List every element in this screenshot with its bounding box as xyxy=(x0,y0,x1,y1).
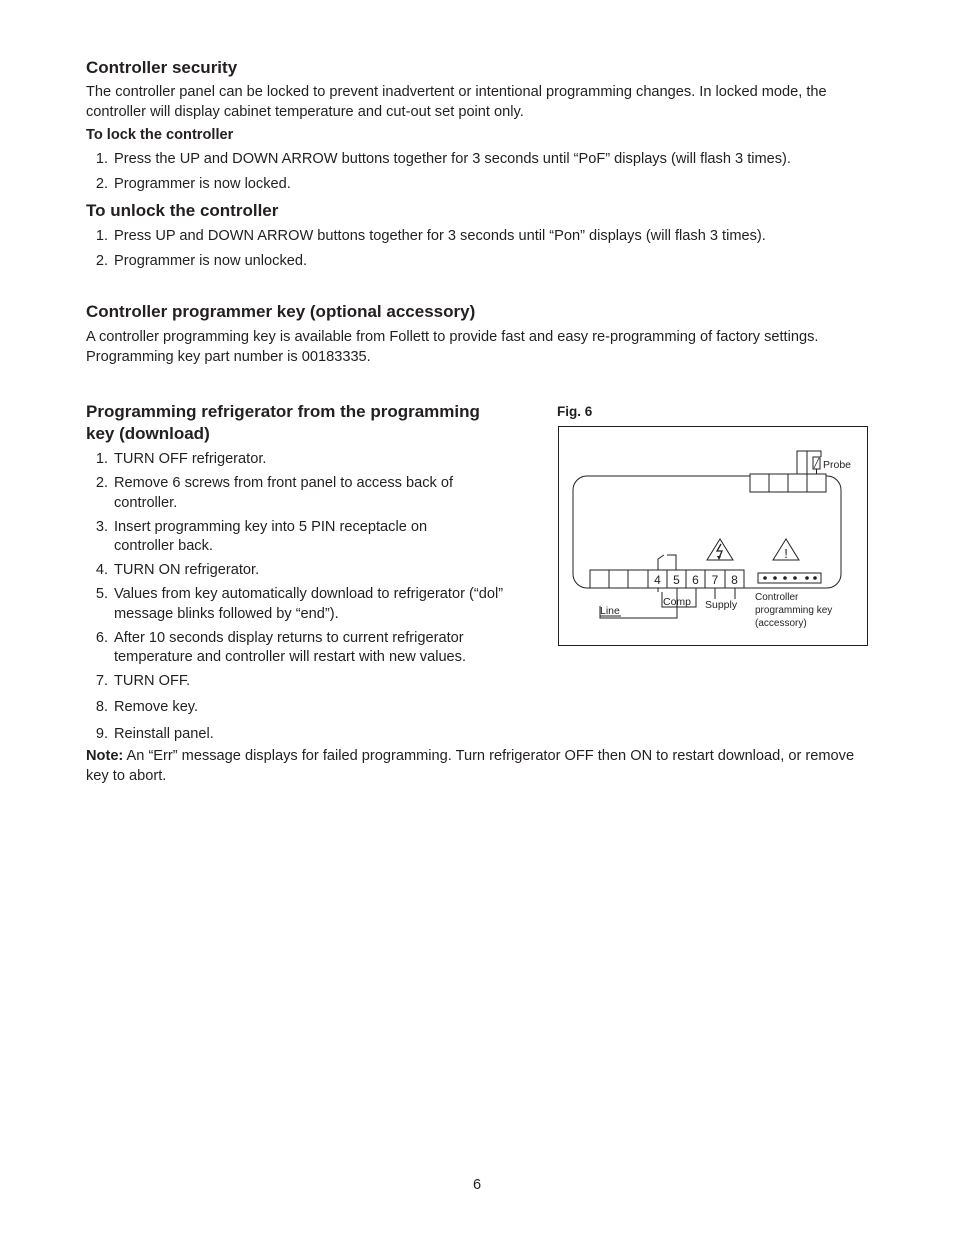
comp-label: Comp xyxy=(663,596,692,608)
list-item: 4. TURN ON refrigerator. xyxy=(95,562,260,578)
unlock-steps xyxy=(86,227,866,271)
programmer-key-body: A controller programming key is available from Follett to provide fast and easy re-programming of factory settings. Programming key part number is 00183335. xyxy=(86,329,819,365)
figure-label: Fig. 6 xyxy=(557,404,593,419)
terminal-label: 4 xyxy=(654,573,661,587)
probe-wire xyxy=(797,451,821,474)
controller-back-diagram xyxy=(559,427,867,645)
key-label-line2: programming key xyxy=(755,605,833,616)
unlock-heading: To unlock the controller xyxy=(86,201,279,220)
list-item: 8. Remove key. xyxy=(95,698,199,715)
list-item: 3. Insert programming key into 5 PIN receptacle on controller back. xyxy=(95,518,428,554)
relay-switch-icon xyxy=(658,555,676,570)
list-item: 2. Programmer is now locked. xyxy=(95,176,291,192)
security-body: The controller panel can be locked to prevent inadvertent or intentional programming changes. In locked mode, the controller will display cabinet temperature and cut-out set point only. xyxy=(86,84,827,120)
list-item: 7. TURN OFF. xyxy=(95,673,191,689)
download-note: Note: An “Err” message displays for failed programming. Turn refrigerator OFF then ON to restart download, or remove key to abort. xyxy=(86,748,855,784)
warning-mark: ! xyxy=(784,546,788,561)
key-label-line3: (accessory) xyxy=(755,618,807,629)
main-terminal-block xyxy=(590,570,744,588)
list-item: 1. Press the UP and DOWN ARROW buttons together for 3 seconds until “PoF” displays (will flash 3 times). xyxy=(95,151,791,167)
warning-icon xyxy=(773,539,799,561)
terminal-label: 5 xyxy=(673,573,680,587)
programming-key-receptacle xyxy=(758,573,821,583)
download-steps xyxy=(86,450,506,745)
probe-terminal-block xyxy=(750,474,826,492)
page-number: 6 xyxy=(472,1177,482,1193)
list-item: 9. Reinstall panel. xyxy=(95,726,214,742)
terminal-label: 8 xyxy=(731,573,738,587)
list-item: 2. Remove 6 screws from front panel to access back of controller. xyxy=(95,475,454,511)
list-item: 1. TURN OFF refrigerator. xyxy=(95,451,267,467)
probe-label: Probe xyxy=(823,459,852,471)
list-item: 1. Press UP and DOWN ARROW buttons together for 3 seconds until “Pon” displays (will flash 3 times). xyxy=(95,228,766,244)
list-item: 5. Values from key automatically download to refrigerator (“dol” message blinks followed by “end”). xyxy=(95,586,504,622)
lock-steps xyxy=(86,150,866,195)
figure-6-wiring-diagram xyxy=(558,426,868,646)
line-label: Line xyxy=(600,605,620,617)
supply-label: Supply xyxy=(705,599,738,611)
programmer-key-heading: Controller programmer key (optional accessory) xyxy=(86,302,476,321)
electrical-hazard-icon xyxy=(707,539,733,560)
security-heading: Controller security xyxy=(86,58,238,77)
terminal-label: 7 xyxy=(711,573,719,587)
terminal-label: 6 xyxy=(692,573,699,587)
list-item: 6. After 10 seconds display returns to current refrigerator temperature and controller will restart with new values. xyxy=(95,629,467,665)
lock-heading: To lock the controller xyxy=(86,127,234,143)
download-heading: Programming refrigerator from the programming key (download) xyxy=(86,402,480,443)
list-item: 2. Programmer is now unlocked. xyxy=(95,252,308,269)
key-label-line1: Controller xyxy=(755,592,799,603)
